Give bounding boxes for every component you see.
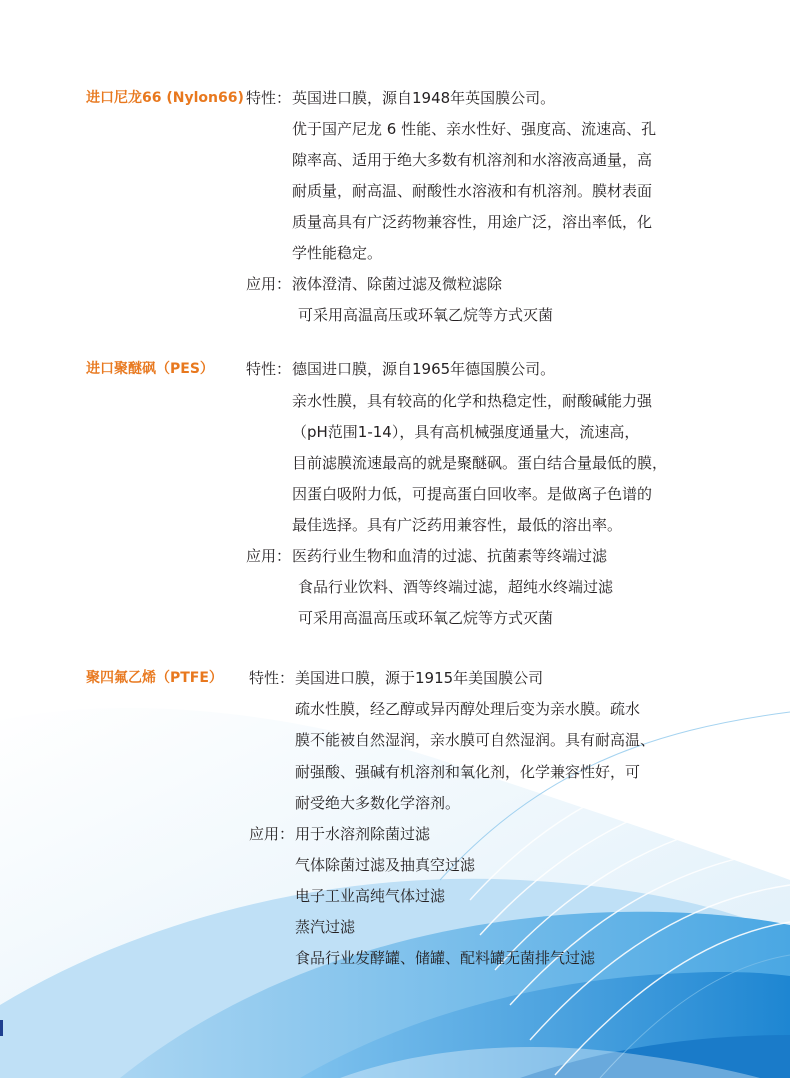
- applications-label: 应用：: [246, 275, 292, 293]
- feature-line: 质量高具有广泛药物兼容性，用途广泛，溶出率低，化: [292, 213, 653, 231]
- feature-line: 耐质量，耐高温、耐酸性水溶液和有机溶剂。膜材表面: [292, 182, 653, 200]
- application-line: 可采用高温高压或环氧乙烷等方式灭菌: [298, 306, 554, 324]
- section-title-ptfe: 聚四氟乙烯（PTFE）: [86, 670, 223, 686]
- feature-line: 学性能稳定。: [292, 244, 383, 262]
- application-line: 气体除菌过滤及抽真空过滤: [295, 856, 476, 874]
- feature-line: 亲水性膜，具有较高的化学和热稳定性，耐酸碱能力强: [292, 392, 653, 410]
- feature-line: 英国进口膜，源自1948年英国膜公司。: [292, 89, 556, 107]
- feature-line: 目前滤膜流速最高的就是聚醚砜。蛋白结合量最低的膜，: [292, 454, 668, 472]
- section-title-pes: 进口聚醚砜（PES）: [86, 361, 214, 377]
- application-line: 电子工业高纯气体过滤: [295, 887, 446, 905]
- feature-line: 耐受绝大多数化学溶剂。: [295, 794, 461, 812]
- feature-line: 优于国产尼龙 6 性能、亲水性好、强度高、流速高、孔: [292, 120, 657, 138]
- feature-line: （pH范围1-14），具有高机械强度通量大，流速高，: [292, 423, 640, 441]
- feature-line: 疏水性膜，经乙醇或异丙醇处理后变为亲水膜。疏水: [295, 700, 641, 718]
- application-line: 医药行业生物和血清的过滤、抗菌素等终端过滤: [292, 547, 608, 565]
- features-label: 特性：: [246, 360, 292, 378]
- application-line: 用于水溶剂除菌过滤: [295, 825, 431, 843]
- application-line: 食品行业饮料、酒等终端过滤，超纯水终端过滤: [298, 578, 614, 596]
- features-label: 特性：: [249, 669, 295, 687]
- application-line: 蒸汽过滤: [295, 918, 356, 936]
- feature-line: 美国进口膜，源于1915年美国膜公司: [295, 669, 544, 687]
- feature-line: 最佳选择。具有广泛药用兼容性，最低的溶出率。: [292, 516, 623, 534]
- features-label: 特性：: [246, 89, 292, 107]
- feature-line: 因蛋白吸附力低，可提高蛋白回收率。是做离子色谱的: [292, 485, 653, 503]
- application-line: 食品行业发酵罐、储罐、配料罐无菌排气过滤: [295, 949, 596, 967]
- feature-line: 隙率高、适用于绝大多数有机溶剂和水溶液高通量，高: [292, 151, 653, 169]
- applications-label: 应用：: [246, 547, 292, 565]
- feature-line: 德国进口膜，源自1965年德国膜公司。: [292, 360, 556, 378]
- application-line: 可采用高温高压或环氧乙烷等方式灭菌: [298, 609, 554, 627]
- application-line: 液体澄清、除菌过滤及微粒滤除: [292, 275, 503, 293]
- feature-line: 膜不能被自然湿润，亲水膜可自然湿润。具有耐高温、: [295, 731, 656, 749]
- applications-label: 应用：: [249, 825, 295, 843]
- feature-line: 耐强酸、强碱有机溶剂和氧化剂，化学兼容性好，可: [295, 763, 641, 781]
- section-title-nylon66: 进口尼龙66 (Nylon66): [86, 90, 244, 106]
